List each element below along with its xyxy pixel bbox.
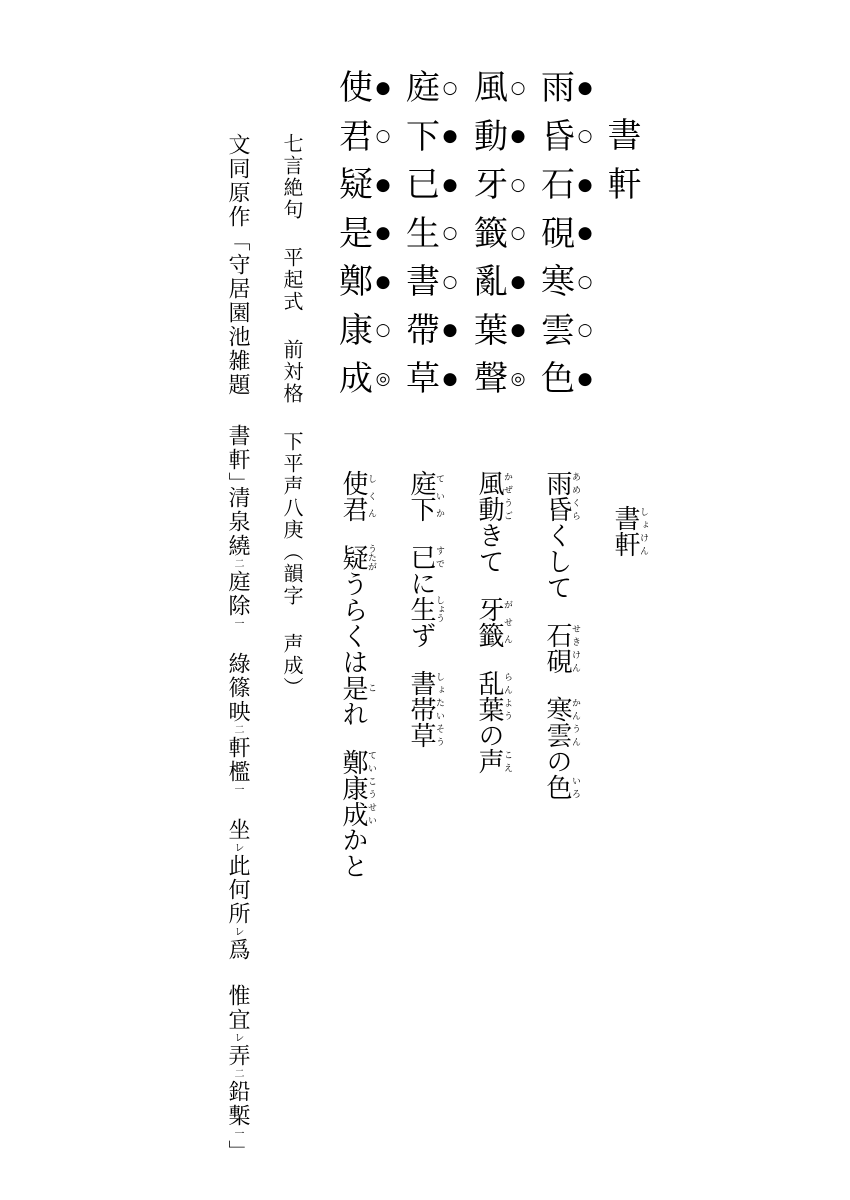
poem-character: 使 xyxy=(339,68,373,109)
reading-line-1: 雨昏あめくらくして石硯せきけん寒雲かんうんの色いろ xyxy=(542,470,580,800)
poem-character: 硯 xyxy=(541,213,575,254)
tone-mark: ◎ xyxy=(510,368,526,389)
poem-cell xyxy=(338,258,391,307)
poem-cell xyxy=(540,210,593,259)
poem-character: 下 xyxy=(406,116,440,157)
poem-cell xyxy=(540,355,593,404)
tone-mark: ○ xyxy=(577,126,593,147)
tone-mark: ● xyxy=(442,320,458,341)
poem-cell xyxy=(338,307,391,356)
prosody-note: 七言絶句 平起式 前対格 下平声八庚（韻字 声成） xyxy=(280,133,304,699)
poem-cell xyxy=(405,210,458,259)
kaeriten: レ xyxy=(232,1032,243,1044)
poem-cell xyxy=(473,258,526,307)
poem-cell xyxy=(540,258,593,307)
poem-cell xyxy=(405,113,458,162)
poem-cell xyxy=(473,113,526,162)
poem-line-4 xyxy=(338,64,391,404)
poem-character: 已 xyxy=(406,165,440,206)
poem-character: 鄭 xyxy=(339,262,373,303)
poem-cell xyxy=(338,355,391,404)
poem-cell xyxy=(405,161,458,210)
tone-mark: ○ xyxy=(510,174,526,195)
tone-mark: ● xyxy=(442,368,458,389)
tone-mark: ○ xyxy=(442,77,458,98)
poem-cell xyxy=(473,210,526,259)
kaeriten: 二 xyxy=(232,724,243,736)
poem-cell xyxy=(338,64,391,113)
poem-character: 帶 xyxy=(406,310,440,351)
poem-character: 聲 xyxy=(474,359,508,400)
poem-character: 成 xyxy=(339,359,373,400)
tone-mark: ● xyxy=(442,126,458,147)
tone-mark: ● xyxy=(375,174,391,195)
reading-line-2: 風動かぜうごきて牙籤がせん乱葉らんようの声こえ xyxy=(474,470,512,774)
tone-mark: ● xyxy=(375,77,391,98)
poem-cell xyxy=(540,161,593,210)
tone-mark: ● xyxy=(510,320,526,341)
tone-mark: ● xyxy=(577,368,593,389)
poem-character: 色 xyxy=(541,359,575,400)
poem-character: 亂 xyxy=(474,262,508,303)
reading-line-3: 庭下ていか已すでに生しょうず書帯草しょたいそう xyxy=(406,470,444,748)
poem-cell xyxy=(338,161,391,210)
poem-cell xyxy=(338,113,391,162)
poem-character: 籤 xyxy=(474,213,508,254)
poem-cell xyxy=(473,307,526,356)
poem-cell xyxy=(473,161,526,210)
poem-character: 雲 xyxy=(541,310,575,351)
tone-mark: ○ xyxy=(375,320,391,341)
poem-character: 雨 xyxy=(541,68,575,109)
tone-mark: ● xyxy=(577,174,593,195)
tone-mark: ○ xyxy=(375,126,391,147)
source-line-2: 清泉繞二庭除一綠篠映二軒檻一坐レ此何所レ爲惟宜レ弄二鉛槧一」 xyxy=(225,486,250,1164)
poem-character: 風 xyxy=(474,68,508,109)
poem-character: 石 xyxy=(541,165,575,206)
tone-mark: ● xyxy=(510,126,526,147)
kaeriten: 一 xyxy=(232,618,243,630)
tone-mark: ○ xyxy=(442,271,458,292)
poem-cell xyxy=(540,64,593,113)
tone-mark: ◎ xyxy=(375,368,391,389)
tone-mark: ● xyxy=(375,271,391,292)
kaeriten: レ xyxy=(232,842,243,854)
poem-line-3 xyxy=(405,64,458,404)
reading-title: 書軒しょけん xyxy=(610,505,648,557)
tone-mark: ● xyxy=(510,271,526,292)
poem-character: 葉 xyxy=(474,310,508,351)
poem-cell xyxy=(405,258,458,307)
reading-line-4: 使君しくん疑うたがうらくは是これ鄭康成ていこうせいかと xyxy=(338,470,376,879)
tone-mark: ○ xyxy=(577,271,593,292)
poem-character: 康 xyxy=(339,310,373,351)
poem-character: 生 xyxy=(406,213,440,254)
poem-cell xyxy=(473,64,526,113)
tone-mark: ○ xyxy=(510,77,526,98)
poem-character: 疑 xyxy=(339,165,373,206)
poem-cell xyxy=(338,210,391,259)
poem-character: 庭 xyxy=(406,68,440,109)
tone-mark: ● xyxy=(577,223,593,244)
poem-character: 君 xyxy=(339,116,373,157)
kaeriten: 二 xyxy=(232,1068,243,1080)
poem-cell xyxy=(540,307,593,356)
poem-character: 動 xyxy=(474,116,508,157)
poem-character: 是 xyxy=(339,213,373,254)
tone-mark: ● xyxy=(375,223,391,244)
poem-cell xyxy=(540,113,593,162)
tone-mark: ○ xyxy=(577,320,593,341)
poem-character: 草 xyxy=(406,359,440,400)
tone-mark: ● xyxy=(442,174,458,195)
poem-cell xyxy=(405,307,458,356)
poem-character: 牙 xyxy=(474,165,508,206)
poem-character: 寒 xyxy=(541,262,575,303)
poem-cell xyxy=(405,64,458,113)
poem-line-2 xyxy=(473,64,526,404)
poem-cell xyxy=(473,355,526,404)
kaeriten: 一 xyxy=(232,784,243,796)
source-line-1: 文同原作「守居園池雑題 書軒」 xyxy=(225,133,250,496)
kaeriten: 二 xyxy=(232,558,243,570)
kaeriten: 一 xyxy=(232,1128,243,1140)
tone-mark: ○ xyxy=(510,223,526,244)
poem-cell xyxy=(405,355,458,404)
tone-mark: ○ xyxy=(442,223,458,244)
poem-line-1 xyxy=(540,64,593,404)
poem-character: 書 xyxy=(406,262,440,303)
kaeriten: レ xyxy=(232,926,243,938)
tone-mark: ● xyxy=(577,77,593,98)
poem-title: 書軒 xyxy=(601,117,641,215)
poem-character: 昏 xyxy=(541,116,575,157)
